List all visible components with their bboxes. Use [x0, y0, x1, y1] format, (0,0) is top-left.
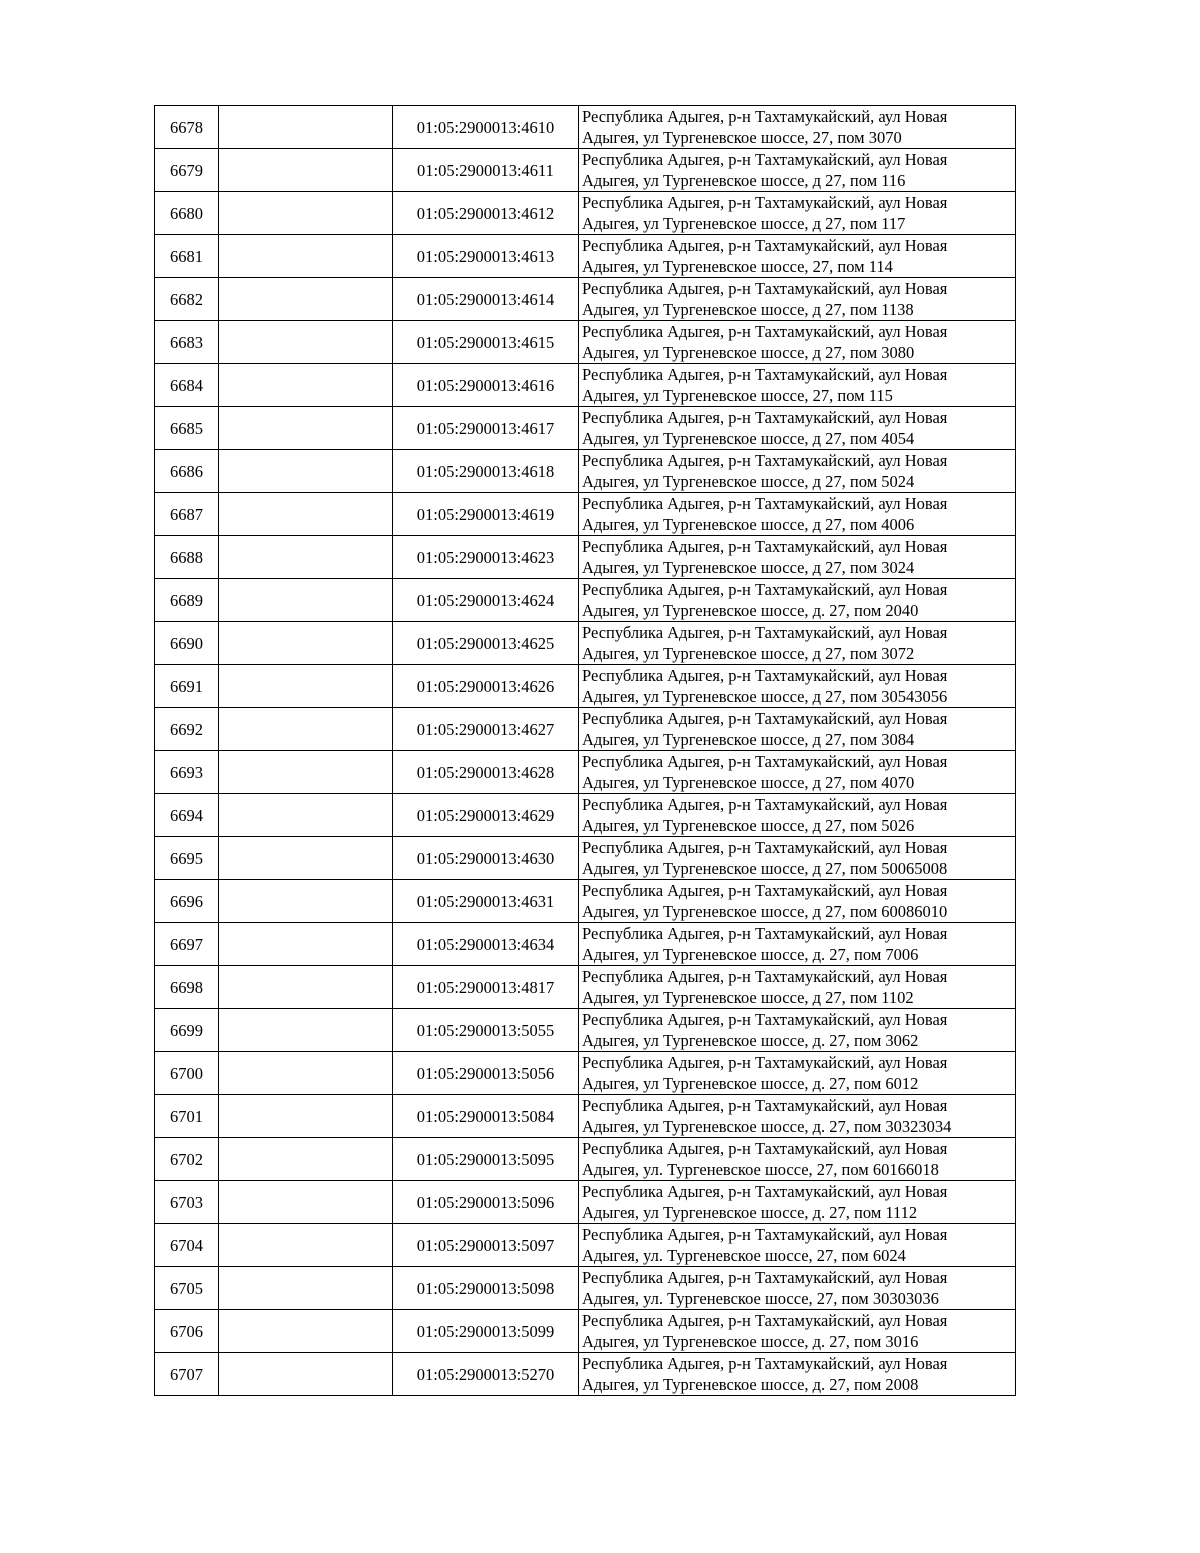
address-line-1: Республика Адыгея, р-н Тахтамукайский, аул Новая: [582, 1139, 948, 1158]
row-number-cell: 6684: [155, 364, 219, 407]
address-line-2: Адыгея, ул Тургеневское шоссе, д 27, пом 4070: [582, 773, 915, 792]
table-row: [155, 622, 1016, 665]
address-line-1: Республика Адыгея, р-н Тахтамукайский, аул Новая: [582, 838, 948, 857]
row-number-cell: 6694: [155, 794, 219, 837]
empty-cell: [219, 622, 393, 665]
row-number-cell: 6693: [155, 751, 219, 794]
empty-cell: [219, 880, 393, 923]
address-line-2: Адыгея, ул Тургеневское шоссе, д. 27, пом 1112: [582, 1203, 918, 1222]
cadastral-number-cell: 01:05:2900013:4610: [393, 106, 579, 149]
row-number-cell: 6698: [155, 966, 219, 1009]
address-line-2: Адыгея, ул Тургеневское шоссе, д. 27, пом 30323034: [582, 1117, 952, 1136]
cadastral-number-cell: 01:05:2900013:5099: [393, 1310, 579, 1353]
address-line-2: Адыгея, ул Тургеневское шоссе, д 27, пом 1102: [582, 988, 914, 1007]
property-table-body: [155, 106, 1016, 1396]
address-line-2: Адыгея, ул Тургеневское шоссе, д 27, пом 1138: [582, 300, 914, 319]
table-row: [155, 880, 1016, 923]
address-line-1: Республика Адыгея, р-н Тахтамукайский, аул Новая: [582, 451, 948, 470]
row-number-cell: 6699: [155, 1009, 219, 1052]
row-number-cell: 6706: [155, 1310, 219, 1353]
empty-cell: [219, 1052, 393, 1095]
cadastral-number-cell: 01:05:2900013:5084: [393, 1095, 579, 1138]
empty-cell: [219, 235, 393, 278]
address-cell: [579, 579, 1016, 622]
address-cell: [579, 665, 1016, 708]
address-cell: [579, 1009, 1016, 1052]
empty-cell: [219, 192, 393, 235]
empty-cell: [219, 966, 393, 1009]
table-row: [155, 1052, 1016, 1095]
address-line-2: Адыгея, ул. Тургеневское шоссе, 27, пом 6024: [582, 1246, 906, 1265]
empty-cell: [219, 364, 393, 407]
address-line-1: Республика Адыгея, р-н Тахтамукайский, аул Новая: [582, 193, 948, 212]
address-cell: [579, 1052, 1016, 1095]
cadastral-number-cell: 01:05:2900013:4626: [393, 665, 579, 708]
address-line-2: Адыгея, ул Тургеневское шоссе, д 27, пом 4006: [582, 515, 915, 534]
row-number-cell: 6691: [155, 665, 219, 708]
empty-cell: [219, 1009, 393, 1052]
address-line-1: Республика Адыгея, р-н Тахтамукайский, аул Новая: [582, 666, 948, 685]
row-number-cell: 6700: [155, 1052, 219, 1095]
address-line-1: Республика Адыгея, р-н Тахтамукайский, аул Новая: [582, 580, 948, 599]
address-line-1: Республика Адыгея, р-н Тахтамукайский, аул Новая: [582, 709, 948, 728]
empty-cell: [219, 1095, 393, 1138]
row-number-cell: 6688: [155, 536, 219, 579]
table-row: [155, 450, 1016, 493]
address-cell: [579, 1224, 1016, 1267]
cadastral-number-cell: 01:05:2900013:4614: [393, 278, 579, 321]
address-cell: [579, 622, 1016, 665]
empty-cell: [219, 536, 393, 579]
table-row: [155, 794, 1016, 837]
table-row: [155, 106, 1016, 149]
empty-cell: [219, 923, 393, 966]
row-number-cell: 6703: [155, 1181, 219, 1224]
row-number-cell: 6696: [155, 880, 219, 923]
address-line-1: Республика Адыгея, р-н Тахтамукайский, аул Новая: [582, 322, 948, 341]
address-line-2: Адыгея, ул Тургеневское шоссе, д 27, пом 3024: [582, 558, 915, 577]
table-row: [155, 708, 1016, 751]
row-number-cell: 6697: [155, 923, 219, 966]
empty-cell: [219, 751, 393, 794]
table-row: [155, 321, 1016, 364]
address-line-1: Республика Адыгея, р-н Тахтамукайский, аул Новая: [582, 967, 948, 986]
cadastral-number-cell: 01:05:2900013:5095: [393, 1138, 579, 1181]
address-line-2: Адыгея, ул Тургеневское шоссе, д 27, пом 5024: [582, 472, 915, 491]
address-line-1: Республика Адыгея, р-н Тахтамукайский, аул Новая: [582, 1053, 948, 1072]
address-cell: [579, 923, 1016, 966]
cadastral-number-cell: 01:05:2900013:4623: [393, 536, 579, 579]
address-cell: [579, 450, 1016, 493]
row-number-cell: 6679: [155, 149, 219, 192]
address-line-2: Адыгея, ул. Тургеневское шоссе, 27, пом 30303036: [582, 1289, 939, 1308]
address-line-2: Адыгея, ул Тургеневское шоссе, д 27, пом 30543056: [582, 687, 948, 706]
address-line-1: Республика Адыгея, р-н Тахтамукайский, аул Новая: [582, 1311, 948, 1330]
cadastral-number-cell: 01:05:2900013:4634: [393, 923, 579, 966]
address-line-2: Адыгея, ул Тургеневское шоссе, д 27, пом 4054: [582, 429, 915, 448]
cadastral-number-cell: 01:05:2900013:4613: [393, 235, 579, 278]
table-row: [155, 149, 1016, 192]
address-line-1: Республика Адыгея, р-н Тахтамукайский, аул Новая: [582, 752, 948, 771]
row-number-cell: 6702: [155, 1138, 219, 1181]
row-number-cell: 6681: [155, 235, 219, 278]
table-row: [155, 751, 1016, 794]
address-line-2: Адыгея, ул Тургеневское шоссе, д. 27, пом 7006: [582, 945, 919, 964]
table-row: [155, 1224, 1016, 1267]
empty-cell: [219, 579, 393, 622]
table-row: [155, 278, 1016, 321]
cadastral-number-cell: 01:05:2900013:4817: [393, 966, 579, 1009]
cadastral-number-cell: 01:05:2900013:5097: [393, 1224, 579, 1267]
table-row: [155, 364, 1016, 407]
address-cell: [579, 837, 1016, 880]
address-line-1: Республика Адыгея, р-н Тахтамукайский, аул Новая: [582, 279, 948, 298]
cadastral-number-cell: 01:05:2900013:4617: [393, 407, 579, 450]
empty-cell: [219, 1181, 393, 1224]
address-cell: [579, 235, 1016, 278]
cadastral-number-cell: 01:05:2900013:4612: [393, 192, 579, 235]
cadastral-number-cell: 01:05:2900013:5098: [393, 1267, 579, 1310]
cadastral-number-cell: 01:05:2900013:5096: [393, 1181, 579, 1224]
address-line-1: Республика Адыгея, р-н Тахтамукайский, аул Новая: [582, 107, 948, 126]
row-number-cell: 6686: [155, 450, 219, 493]
table-row: [155, 1310, 1016, 1353]
address-cell: [579, 149, 1016, 192]
address-line-1: Республика Адыгея, р-н Тахтамукайский, аул Новая: [582, 1225, 948, 1244]
table-row: [155, 1138, 1016, 1181]
cadastral-number-cell: 01:05:2900013:4628: [393, 751, 579, 794]
table-row: [155, 923, 1016, 966]
empty-cell: [219, 149, 393, 192]
address-line-2: Адыгея, ул Тургеневское шоссе, д. 27, пом 2008: [582, 1375, 919, 1394]
table-row: [155, 1095, 1016, 1138]
address-line-2: Адыгея, ул Тургеневское шоссе, д 27, пом 50065008: [582, 859, 948, 878]
empty-cell: [219, 1224, 393, 1267]
address-cell: [579, 1353, 1016, 1396]
address-line-2: Адыгея, ул Тургеневское шоссе, д. 27, пом 2040: [582, 601, 919, 620]
address-line-1: Республика Адыгея, р-н Тахтамукайский, аул Новая: [582, 236, 948, 255]
row-number-cell: 6705: [155, 1267, 219, 1310]
address-cell: [579, 880, 1016, 923]
address-line-1: Республика Адыгея, р-н Тахтамукайский, аул Новая: [582, 1182, 948, 1201]
table-row: [155, 1181, 1016, 1224]
address-line-2: Адыгея, ул Тургеневское шоссе, д 27, пом 3080: [582, 343, 915, 362]
address-line-2: Адыгея, ул Тургеневское шоссе, д 27, пом 5026: [582, 816, 915, 835]
address-line-2: Адыгея, ул Тургеневское шоссе, д 27, пом 3072: [582, 644, 915, 663]
cadastral-number-cell: 01:05:2900013:4616: [393, 364, 579, 407]
address-line-2: Адыгея, ул Тургеневское шоссе, 27, пом 114: [582, 257, 893, 276]
address-line-2: Адыгея, ул Тургеневское шоссе, д 27, пом 117: [582, 214, 906, 233]
row-number-cell: 6685: [155, 407, 219, 450]
address-line-2: Адыгея, ул Тургеневское шоссе, д. 27, пом 6012: [582, 1074, 919, 1093]
address-cell: [579, 407, 1016, 450]
empty-cell: [219, 794, 393, 837]
empty-cell: [219, 321, 393, 364]
row-number-cell: 6682: [155, 278, 219, 321]
table-row: [155, 1267, 1016, 1310]
empty-cell: [219, 665, 393, 708]
address-line-2: Адыгея, ул Тургеневское шоссе, д. 27, пом 3062: [582, 1031, 919, 1050]
address-cell: [579, 1310, 1016, 1353]
address-cell: [579, 321, 1016, 364]
empty-cell: [219, 493, 393, 536]
row-number-cell: 6690: [155, 622, 219, 665]
address-cell: [579, 1138, 1016, 1181]
table-row: [155, 837, 1016, 880]
row-number-cell: 6707: [155, 1353, 219, 1396]
row-number-cell: 6704: [155, 1224, 219, 1267]
address-line-1: Республика Адыгея, р-н Тахтамукайский, аул Новая: [582, 924, 948, 943]
address-cell: [579, 106, 1016, 149]
empty-cell: [219, 837, 393, 880]
property-table: [154, 105, 1016, 1396]
address-line-1: Республика Адыгея, р-н Тахтамукайский, аул Новая: [582, 1010, 948, 1029]
address-line-1: Республика Адыгея, р-н Тахтамукайский, аул Новая: [582, 365, 948, 384]
row-number-cell: 6695: [155, 837, 219, 880]
address-line-2: Адыгея, ул Тургеневское шоссе, д. 27, пом 3016: [582, 1332, 919, 1351]
row-number-cell: 6701: [155, 1095, 219, 1138]
cadastral-number-cell: 01:05:2900013:4624: [393, 579, 579, 622]
address-cell: [579, 966, 1016, 1009]
address-line-2: Адыгея, ул Тургеневское шоссе, д 27, пом 116: [582, 171, 906, 190]
table-row: [155, 407, 1016, 450]
cadastral-number-cell: 01:05:2900013:4619: [393, 493, 579, 536]
address-line-1: Республика Адыгея, р-н Тахтамукайский, аул Новая: [582, 623, 948, 642]
address-line-2: Адыгея, ул. Тургеневское шоссе, 27, пом 60166018: [582, 1160, 939, 1179]
address-line-1: Республика Адыгея, р-н Тахтамукайский, аул Новая: [582, 1268, 948, 1287]
empty-cell: [219, 1310, 393, 1353]
table-row: [155, 1353, 1016, 1396]
empty-cell: [219, 278, 393, 321]
address-line-1: Республика Адыгея, р-н Тахтамукайский, аул Новая: [582, 881, 948, 900]
empty-cell: [219, 1353, 393, 1396]
address-line-2: Адыгея, ул Тургеневское шоссе, 27, пом 3070: [582, 128, 902, 147]
row-number-cell: 6678: [155, 106, 219, 149]
address-cell: [579, 536, 1016, 579]
empty-cell: [219, 407, 393, 450]
address-line-1: Республика Адыгея, р-н Тахтамукайский, аул Новая: [582, 537, 948, 556]
address-cell: [579, 192, 1016, 235]
row-number-cell: 6687: [155, 493, 219, 536]
table-row: [155, 536, 1016, 579]
row-number-cell: 6680: [155, 192, 219, 235]
address-line-1: Республика Адыгея, р-н Тахтамукайский, аул Новая: [582, 1354, 948, 1373]
address-cell: [579, 1267, 1016, 1310]
empty-cell: [219, 1267, 393, 1310]
table-row: [155, 966, 1016, 1009]
cadastral-number-cell: 01:05:2900013:4631: [393, 880, 579, 923]
cadastral-number-cell: 01:05:2900013:4630: [393, 837, 579, 880]
cadastral-number-cell: 01:05:2900013:4615: [393, 321, 579, 364]
empty-cell: [219, 106, 393, 149]
row-number-cell: 6689: [155, 579, 219, 622]
address-cell: [579, 493, 1016, 536]
cadastral-number-cell: 01:05:2900013:4627: [393, 708, 579, 751]
table-row: [155, 579, 1016, 622]
table-row: [155, 192, 1016, 235]
cadastral-number-cell: 01:05:2900013:4618: [393, 450, 579, 493]
address-cell: [579, 1181, 1016, 1224]
address-cell: [579, 1095, 1016, 1138]
address-cell: [579, 278, 1016, 321]
cadastral-number-cell: 01:05:2900013:4625: [393, 622, 579, 665]
row-number-cell: 6683: [155, 321, 219, 364]
table-row: [155, 1009, 1016, 1052]
address-line-2: Адыгея, ул Тургеневское шоссе, 27, пом 115: [582, 386, 893, 405]
table-row: [155, 235, 1016, 278]
table-row: [155, 493, 1016, 536]
table-row: [155, 665, 1016, 708]
empty-cell: [219, 708, 393, 751]
cadastral-number-cell: 01:05:2900013:5055: [393, 1009, 579, 1052]
address-cell: [579, 794, 1016, 837]
cadastral-number-cell: 01:05:2900013:5270: [393, 1353, 579, 1396]
cadastral-number-cell: 01:05:2900013:4611: [393, 149, 579, 192]
address-cell: [579, 364, 1016, 407]
address-line-1: Республика Адыгея, р-н Тахтамукайский, аул Новая: [582, 1096, 948, 1115]
address-line-1: Республика Адыгея, р-н Тахтамукайский, аул Новая: [582, 494, 948, 513]
row-number-cell: 6692: [155, 708, 219, 751]
address-line-1: Республика Адыгея, р-н Тахтамукайский, аул Новая: [582, 795, 948, 814]
cadastral-number-cell: 01:05:2900013:5056: [393, 1052, 579, 1095]
address-line-1: Республика Адыгея, р-н Тахтамукайский, аул Новая: [582, 408, 948, 427]
empty-cell: [219, 450, 393, 493]
address-line-1: Республика Адыгея, р-н Тахтамукайский, аул Новая: [582, 150, 948, 169]
address-line-2: Адыгея, ул Тургеневское шоссе, д 27, пом 3084: [582, 730, 915, 749]
address-cell: [579, 708, 1016, 751]
empty-cell: [219, 1138, 393, 1181]
address-cell: [579, 751, 1016, 794]
cadastral-number-cell: 01:05:2900013:4629: [393, 794, 579, 837]
address-line-2: Адыгея, ул Тургеневское шоссе, д 27, пом 60086010: [582, 902, 948, 921]
